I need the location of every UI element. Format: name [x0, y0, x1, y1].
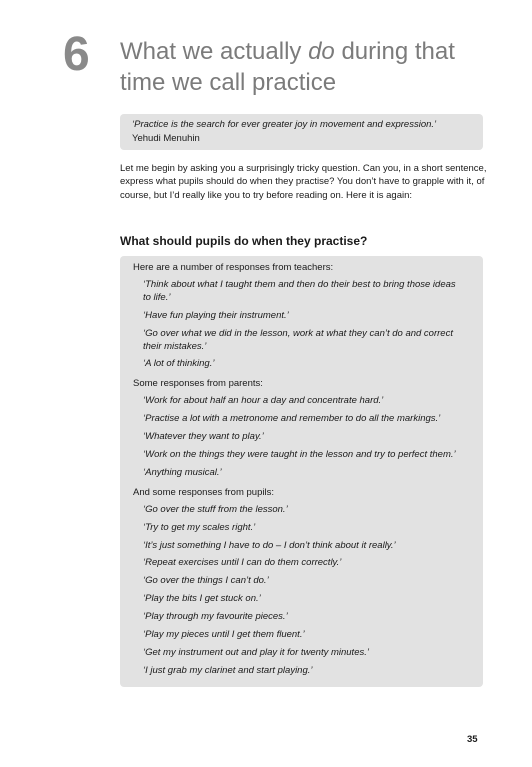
- list-item: ‘Go over the stuff from the lesson.’: [143, 503, 288, 515]
- chapter-title: [120, 36, 500, 98]
- parents-list: [143, 395, 473, 480]
- list-item: ‘Practise a lot with a metronome and remember to do all the markings.’: [143, 413, 441, 425]
- list-item: ‘It’s just something I have to do – I don’t think about it really.’: [143, 539, 396, 551]
- page-number: 35: [467, 734, 478, 745]
- list-item: ‘Play through my favourite pieces.’: [143, 611, 288, 623]
- list-item: ‘I just grab my clarinet and start playing.’: [143, 664, 313, 676]
- teachers-list: [143, 279, 473, 371]
- list-item: ‘Work for about half an hour a day and concentrate hard.’: [143, 395, 384, 407]
- epigraph-text: ‘Practice is the search for ever greater joy in movement and expression.’: [132, 119, 437, 130]
- parents-heading: Some responses from parents:: [133, 378, 263, 390]
- epigraph-box: [120, 114, 483, 150]
- chapter-title-end: during that time we call practice: [120, 38, 455, 96]
- pupils-heading: And some responses from pupils:: [133, 486, 274, 498]
- list-item: ‘Anything musical.’: [143, 466, 222, 478]
- intro-paragraph: Let me begin by asking you a surprisingly tricky question. Can you, in a short sentence, express what pupils should do when they practise? You don’t have to grapple with it, of course, but I’d really like you to try before reading on. Here it is again:: [120, 163, 487, 201]
- list-item: ‘Repeat exercises until I can do them correctly.’: [143, 557, 342, 569]
- question-heading: What should pupils do when they practise?: [120, 234, 368, 248]
- list-item: ‘Whatever they want to play.’: [143, 431, 264, 443]
- pupils-list: [143, 504, 473, 678]
- list-item: ‘Think about what I taught them and then do their best to bring those ideas to life.’: [143, 278, 456, 303]
- list-item: ‘Work on the things they were taught in the lesson and try to perfect them.’: [143, 448, 456, 460]
- list-item: ‘Go over the things I can’t do.’: [143, 575, 269, 587]
- epigraph-author: Yehudi Menuhin: [132, 133, 200, 144]
- teachers-heading: Here are a number of responses from teachers:: [133, 262, 334, 273]
- list-item: ‘Try to get my scales right.’: [143, 521, 256, 533]
- list-item: ‘A lot of thinking.’: [143, 358, 215, 370]
- list-item: ‘Go over what we did in the lesson, work at what they can’t do and correct their mistakes.’: [143, 327, 453, 352]
- list-item: ‘Play my pieces until I get them fluent.’: [143, 629, 305, 641]
- chapter-title-start: What we actually: [120, 38, 309, 65]
- list-item: ‘Play the bits I get stuck on.’: [143, 593, 261, 605]
- chapter-number: 6: [63, 28, 90, 81]
- list-item: ‘Have fun playing their instrument.’: [143, 309, 289, 321]
- responses-box: [120, 256, 483, 687]
- chapter-title-emphasis: do: [308, 38, 335, 65]
- list-item: ‘Get my instrument out and play it for twenty minutes.’: [143, 646, 369, 658]
